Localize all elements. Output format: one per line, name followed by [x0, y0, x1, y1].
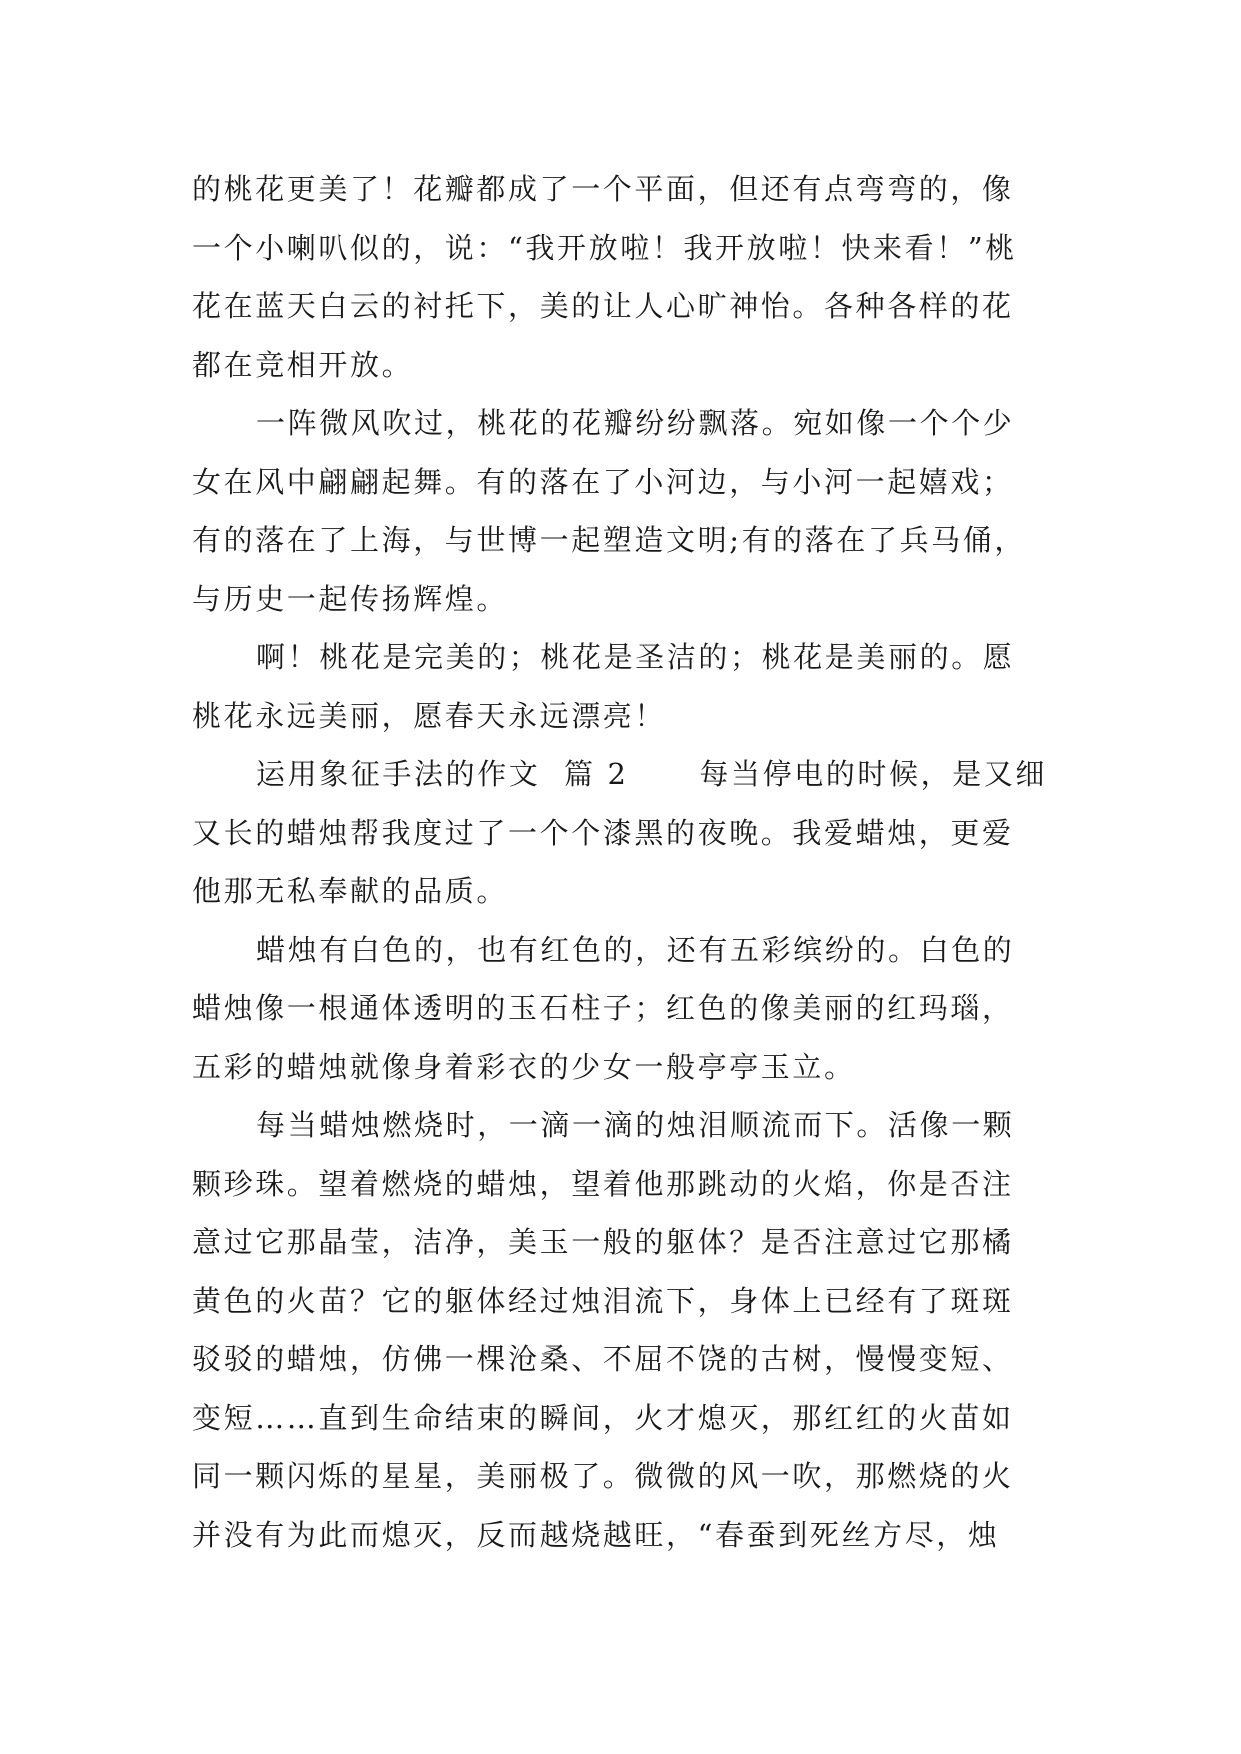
text-line-7: 有的落在了上海，与世博一起塑造文明;有的落在了兵马俑，: [192, 523, 1026, 557]
text-line-19: 意过它那晶莹，洁净，美玉一般的躯体？是否注意过它那橘: [192, 1225, 1014, 1259]
text-line-8: 与历史一起传扬辉煌。: [192, 581, 509, 616]
section-heading-line: 运用象征手法的作文 篇 2 每当停电的时候，是又细: [256, 757, 1048, 791]
text-line-18: 颗珍珠。望着燃烧的蜡烛，望着他那跳动的火焰，你是否注: [192, 1166, 1014, 1201]
document-body: [192, 160, 1052, 1564]
text-line-6: 女在风中翩翩起舞。有的落在了小河边，与小河一起嬉戏；: [192, 464, 1014, 499]
text-line-13: 他那无私奉献的品质。: [192, 874, 509, 908]
text-line-2: 一个小喇叭似的，说：“我开放啦！我开放啦！快来看！”桃: [192, 230, 1017, 265]
text-line-4: 都在竞相开放。: [192, 347, 414, 382]
text-line-12: 又长的蜡烛帮我度过了一个个漆黑的夜晚。我爱蜡烛，更爱: [192, 815, 1014, 850]
text-line-10: 桃花永远美丽，愿春天永远漂亮！: [192, 698, 667, 733]
text-line-15: 蜡烛像一根通体透明的玉石柱子；红色的像美丽的红玛瑙，: [192, 991, 1014, 1025]
text-line-16: 五彩的蜡烛就像身着彩衣的少女一般亭亭玉立。: [192, 1049, 856, 1084]
text-line-14: 蜡烛有白色的，也有红色的，还有五彩缤纷的。白色的: [256, 932, 1015, 967]
text-line-9: 啊！桃花是完美的；桃花是圣洁的；桃花是美丽的。愿: [256, 640, 1015, 674]
text-line-23: 同一颗闪烁的星星，美丽极了。微微的风一吹，那燃烧的火: [192, 1459, 1014, 1493]
text-line-24: 并没有为此而熄灭，反而越烧越旺，“春蚕到死丝方尽，烛: [192, 1517, 1000, 1552]
text-line-21: 驳驳的蜡烛，仿佛一棵沧桑、不屈不饶的古树，慢慢变短、: [192, 1342, 1014, 1376]
text-line-20: 黄色的火苗？它的躯体经过烛泪流下，身体上已经有了斑斑: [192, 1283, 1014, 1318]
text-line-3: 花在蓝天白云的衬托下，美的让人心旷神怡。各种各样的花: [192, 289, 1014, 323]
text-line-5: 一阵微风吹过，桃花的花瓣纷纷飘落。宛如像一个个少: [256, 406, 1015, 440]
text-line-1: 的桃花更美了！花瓣都成了一个平面，但还有点弯弯的，像: [192, 172, 1014, 206]
text-line-22: 变短……直到生命结束的瞬间，火才熄灭，那红红的火苗如: [192, 1400, 1014, 1435]
text-line-17: 每当蜡烛燃烧时，一滴一滴的烛泪顺流而下。活像一颗: [256, 1108, 1015, 1142]
